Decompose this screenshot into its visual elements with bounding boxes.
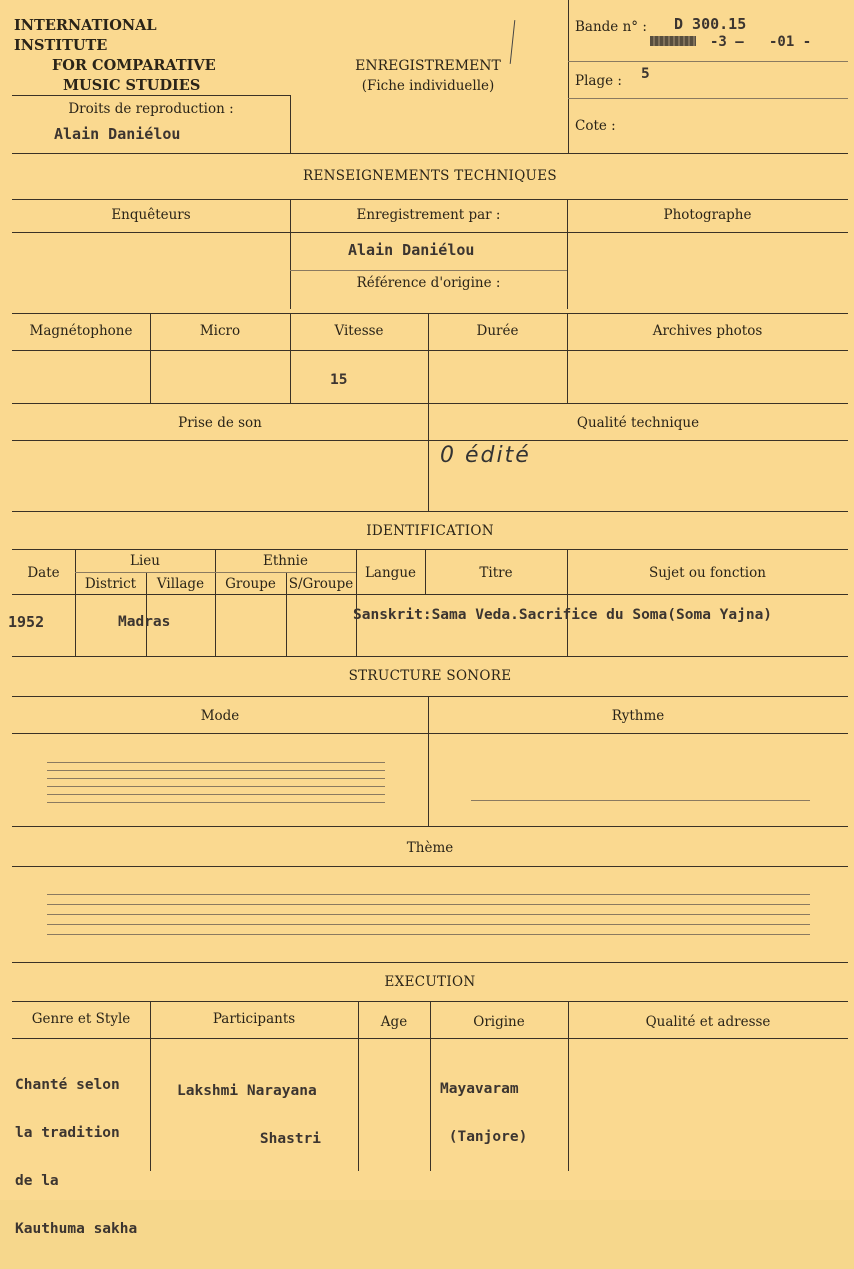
genre-label: Genre et Style bbox=[31, 1011, 131, 1027]
langue-label: Langue bbox=[364, 565, 417, 581]
institute-line-2: FOR COMPARATIVE bbox=[52, 57, 216, 74]
plage-label: Plage : bbox=[575, 73, 622, 89]
identification-typed-line: Sanskrit:Sama Veda.Sacrifice du Soma(Soma Yajna) bbox=[353, 607, 773, 623]
identification-section-title: IDENTIFICATION bbox=[366, 523, 494, 539]
structure-section-title: STRUCTURE SONORE bbox=[348, 668, 512, 684]
reference-label: Référence d'origine : bbox=[356, 275, 501, 291]
theme-label: Thème bbox=[406, 840, 454, 856]
form-subtitle: (Fiche individuelle) bbox=[361, 78, 495, 94]
archives-label: Archives photos bbox=[652, 323, 763, 339]
magnetophone-label: Magnétophone bbox=[29, 323, 133, 339]
bande-value-2: -3 — -01 - bbox=[710, 34, 812, 50]
groupe-label: Groupe bbox=[225, 576, 276, 592]
qualite-technique-label: Qualité technique bbox=[576, 415, 700, 431]
origine-value bbox=[440, 1049, 527, 1177]
date-value: 1952 bbox=[8, 613, 45, 631]
genre-line-1: Chanté selon bbox=[15, 1077, 120, 1093]
sujet-label: Sujet ou fonction bbox=[649, 565, 766, 581]
execution-section-title: EXECUTION bbox=[384, 974, 476, 990]
cote-label: Cote : bbox=[575, 118, 616, 134]
titre-label: Titre bbox=[479, 565, 513, 581]
district-value: Madras bbox=[118, 614, 171, 630]
vitesse-value: 15 bbox=[330, 372, 348, 388]
qualite-adresse-label: Qualité et adresse bbox=[645, 1014, 771, 1030]
mode-label: Mode bbox=[200, 708, 240, 724]
origine-label: Origine bbox=[473, 1014, 525, 1030]
institute-line-1: INTERNATIONAL INSTITUTE bbox=[14, 17, 157, 54]
institute-name bbox=[14, 16, 254, 96]
age-label: Age bbox=[380, 1014, 408, 1030]
form-title: ENREGISTREMENT bbox=[355, 58, 501, 74]
micro-label: Micro bbox=[199, 323, 241, 339]
enregistrement-label: Enregistrement par : bbox=[356, 207, 501, 223]
droits-value: Alain Daniélou bbox=[54, 125, 181, 143]
ethnie-label: Ethnie bbox=[263, 553, 308, 569]
genre-line-4: Kauthuma sakha bbox=[15, 1221, 138, 1237]
bande-value: D 300.15 bbox=[674, 15, 747, 33]
enqueteurs-label: Enquêteurs bbox=[111, 207, 191, 223]
participants-label: Participants bbox=[212, 1011, 296, 1027]
genre-value bbox=[15, 1045, 137, 1269]
genre-line-2: la tradition bbox=[15, 1125, 120, 1141]
strikeout-mark bbox=[650, 36, 696, 46]
district-label: District bbox=[84, 576, 137, 592]
technique-section-title: RENSEIGNEMENTS TECHNIQUES bbox=[303, 168, 557, 184]
prise-label: Prise de son bbox=[178, 415, 262, 431]
vitesse-label: Vitesse bbox=[334, 323, 384, 339]
droits-label: Droits de reproduction : bbox=[68, 101, 234, 117]
participants-line-2: Shastri bbox=[225, 1131, 322, 1147]
lieu-label: Lieu bbox=[130, 553, 160, 569]
sgroupe-label: S/Groupe bbox=[288, 576, 354, 592]
plage-value: 5 bbox=[641, 66, 650, 82]
genre-line-3: de la bbox=[15, 1173, 59, 1189]
bande-label: Bande n° : bbox=[575, 19, 647, 35]
qualite-value: 0 édité bbox=[440, 443, 531, 468]
duree-label: Durée bbox=[476, 323, 519, 339]
date-label: Date bbox=[27, 565, 60, 581]
origine-line-1: Mayavaram bbox=[440, 1081, 519, 1097]
rythme-label: Rythme bbox=[611, 708, 665, 724]
participants-value bbox=[177, 1051, 321, 1179]
participants-line-1: Lakshmi Narayana bbox=[177, 1083, 317, 1099]
institute-line-3: MUSIC STUDIES bbox=[63, 77, 201, 94]
enregistrement-value: Alain Daniélou bbox=[348, 241, 475, 259]
photographe-label: Photographe bbox=[663, 207, 752, 223]
origine-line-2: (Tanjore) bbox=[440, 1129, 528, 1145]
village-label: Village bbox=[156, 576, 205, 592]
